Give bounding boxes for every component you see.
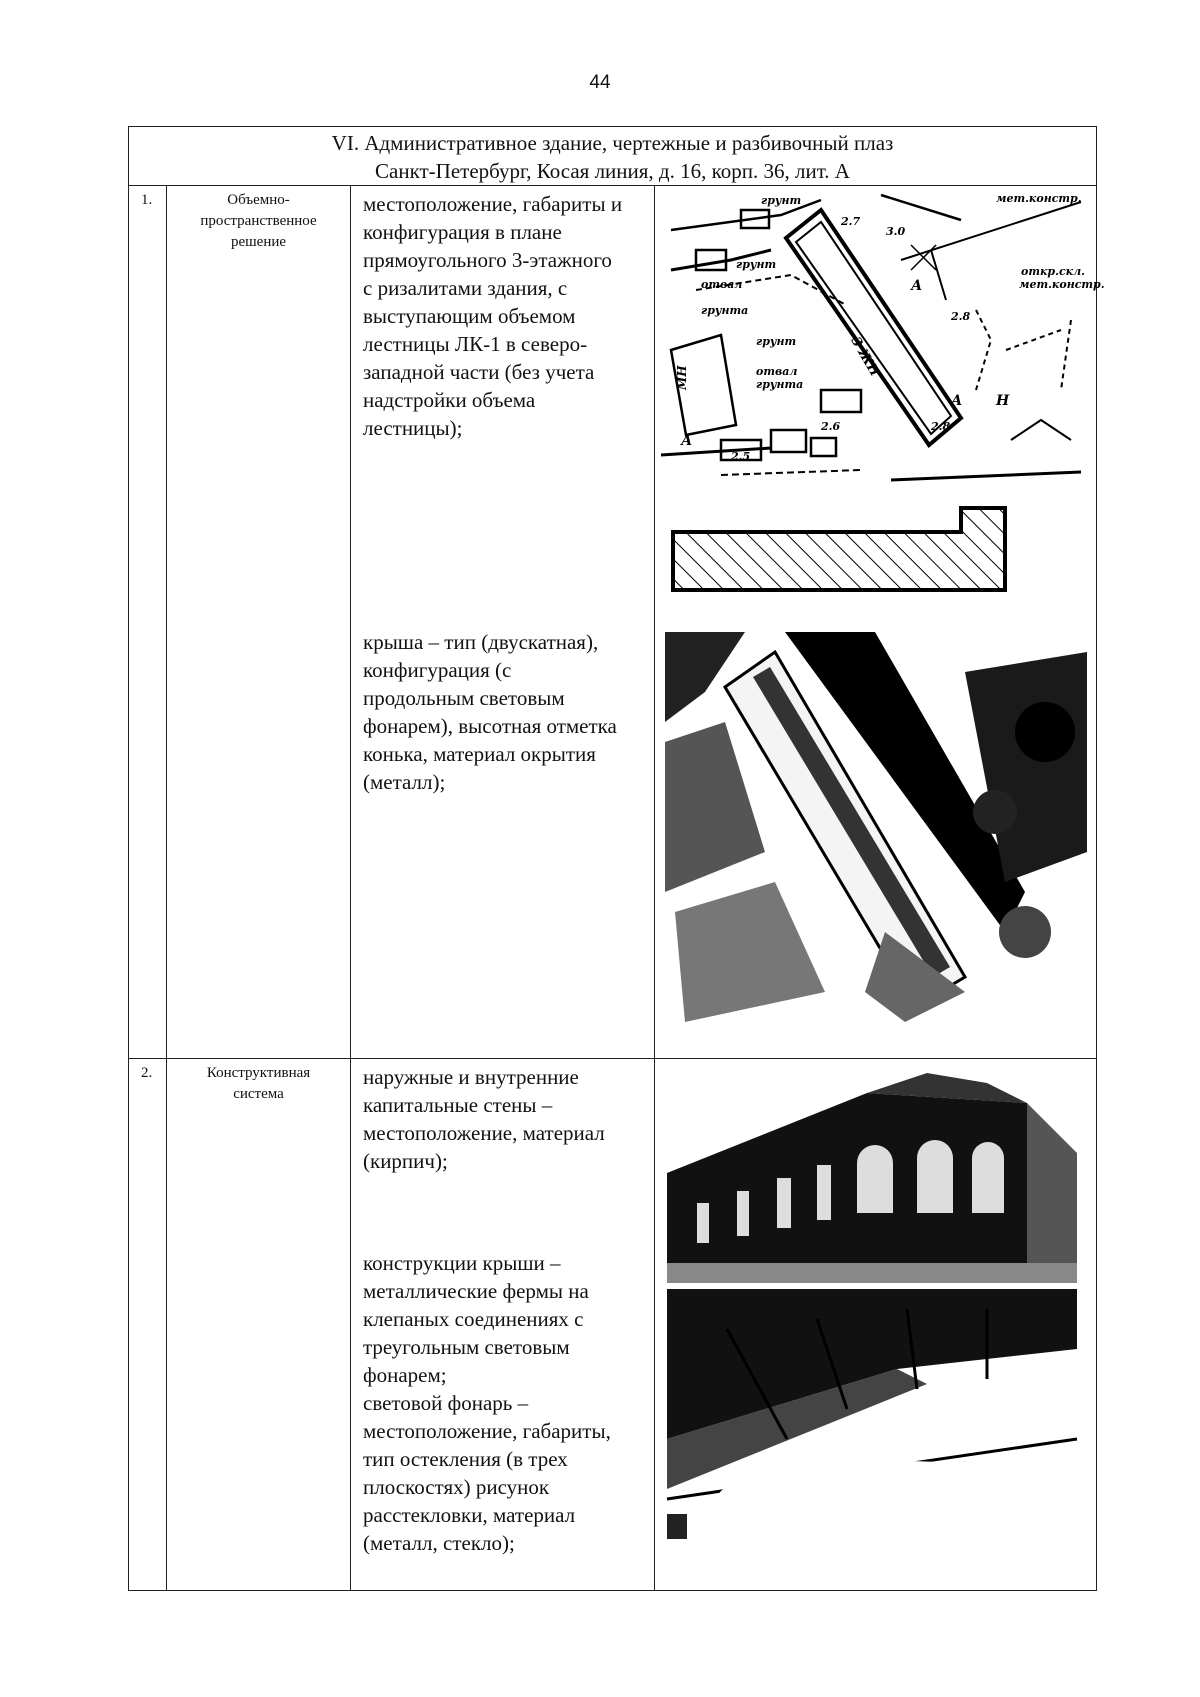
aerial-photo [665,632,1087,1022]
row-images [655,1059,1097,1591]
roof-trusses-photo [667,1289,1077,1539]
map-label-building: 3 ЖН [847,334,882,380]
map-label-mn: МН [675,365,689,390]
section-title-line1: VI. Административное здание, чертежные и разбивочный плаз [331,131,894,155]
table-row [129,1059,1097,1591]
map-letter: Н [996,393,1010,409]
row-description [351,1059,655,1591]
protected-elements-table [128,126,1105,1591]
map-elevation: 3.0 [886,225,906,238]
row-name [167,1059,351,1591]
map-label-ground: грунт [761,194,802,207]
section-title [129,127,1097,186]
map-letter: А [681,433,693,449]
description-roof-structure: конструкции крыши – металлические фермы на клепаных соединениях с треугольным световым фонарем; световой фонарь – местоположение, габариты, тип остекления (в трех плоскостях) рисунок расстекловки, материал (металл, стекло); [363,1251,611,1555]
map-elevation: 2.7 [841,215,861,228]
map-label-open-store: откр.скл. [1021,265,1085,278]
row-images [655,186,1105,1059]
map-elevation: 2.8 [951,310,971,323]
map-label-metal: мет.констр. [996,192,1082,205]
table-row [129,186,1097,1059]
map-label-dump: отвал [701,278,743,291]
row-number: 2. [129,1059,167,1591]
row-name-text: Конструктивная система [206,1065,311,1102]
row-number: 1. [129,186,167,1059]
map-elevation: 2.8 [931,420,951,433]
map-label-dump-ground: грунта [701,304,749,317]
description-plan: местоположение, габариты и конфигурация в плане прямоугольного 3-этажного с ризалитами здания, с выступающим объемом лестницы ЛК-1 в северо- западной части (без учета надстройки объема лестницы); [363,192,623,440]
map-elevation: 2.5 [731,450,751,463]
description-walls: наружные и внутренние капитальные стены – местоположение, материал (кирпич); [363,1065,605,1173]
map-letter: А [911,278,923,294]
facade-photo [667,1073,1077,1283]
map-label-ground: грунт [756,335,797,348]
map-label-dump-ground: грунта [756,378,804,391]
site-plan-drawing [661,190,1105,490]
map-label-ground: грунт [736,258,777,271]
map-letter: А [951,393,963,409]
row-description [351,186,655,1059]
map-label-metal: мет.констр. [1019,278,1105,291]
row-name-text: Объемно- пространственное решение [200,192,317,250]
section-title-line2: Санкт-Петербург, Косая линия, д. 16, корп. 36, лит. А [375,159,850,183]
map-label-dump: отвал [756,365,798,378]
section-header-row [129,127,1097,186]
page-number: 44 [589,72,611,93]
map-elevation: 2.6 [821,420,841,433]
row-name [167,186,351,1059]
building-plan-outline [655,502,1095,612]
description-roof: крыша – тип (двускатная), конфигурация (с продольным световым фонарем), высотная отметка конька, материал окрытия (металл); [363,630,617,794]
